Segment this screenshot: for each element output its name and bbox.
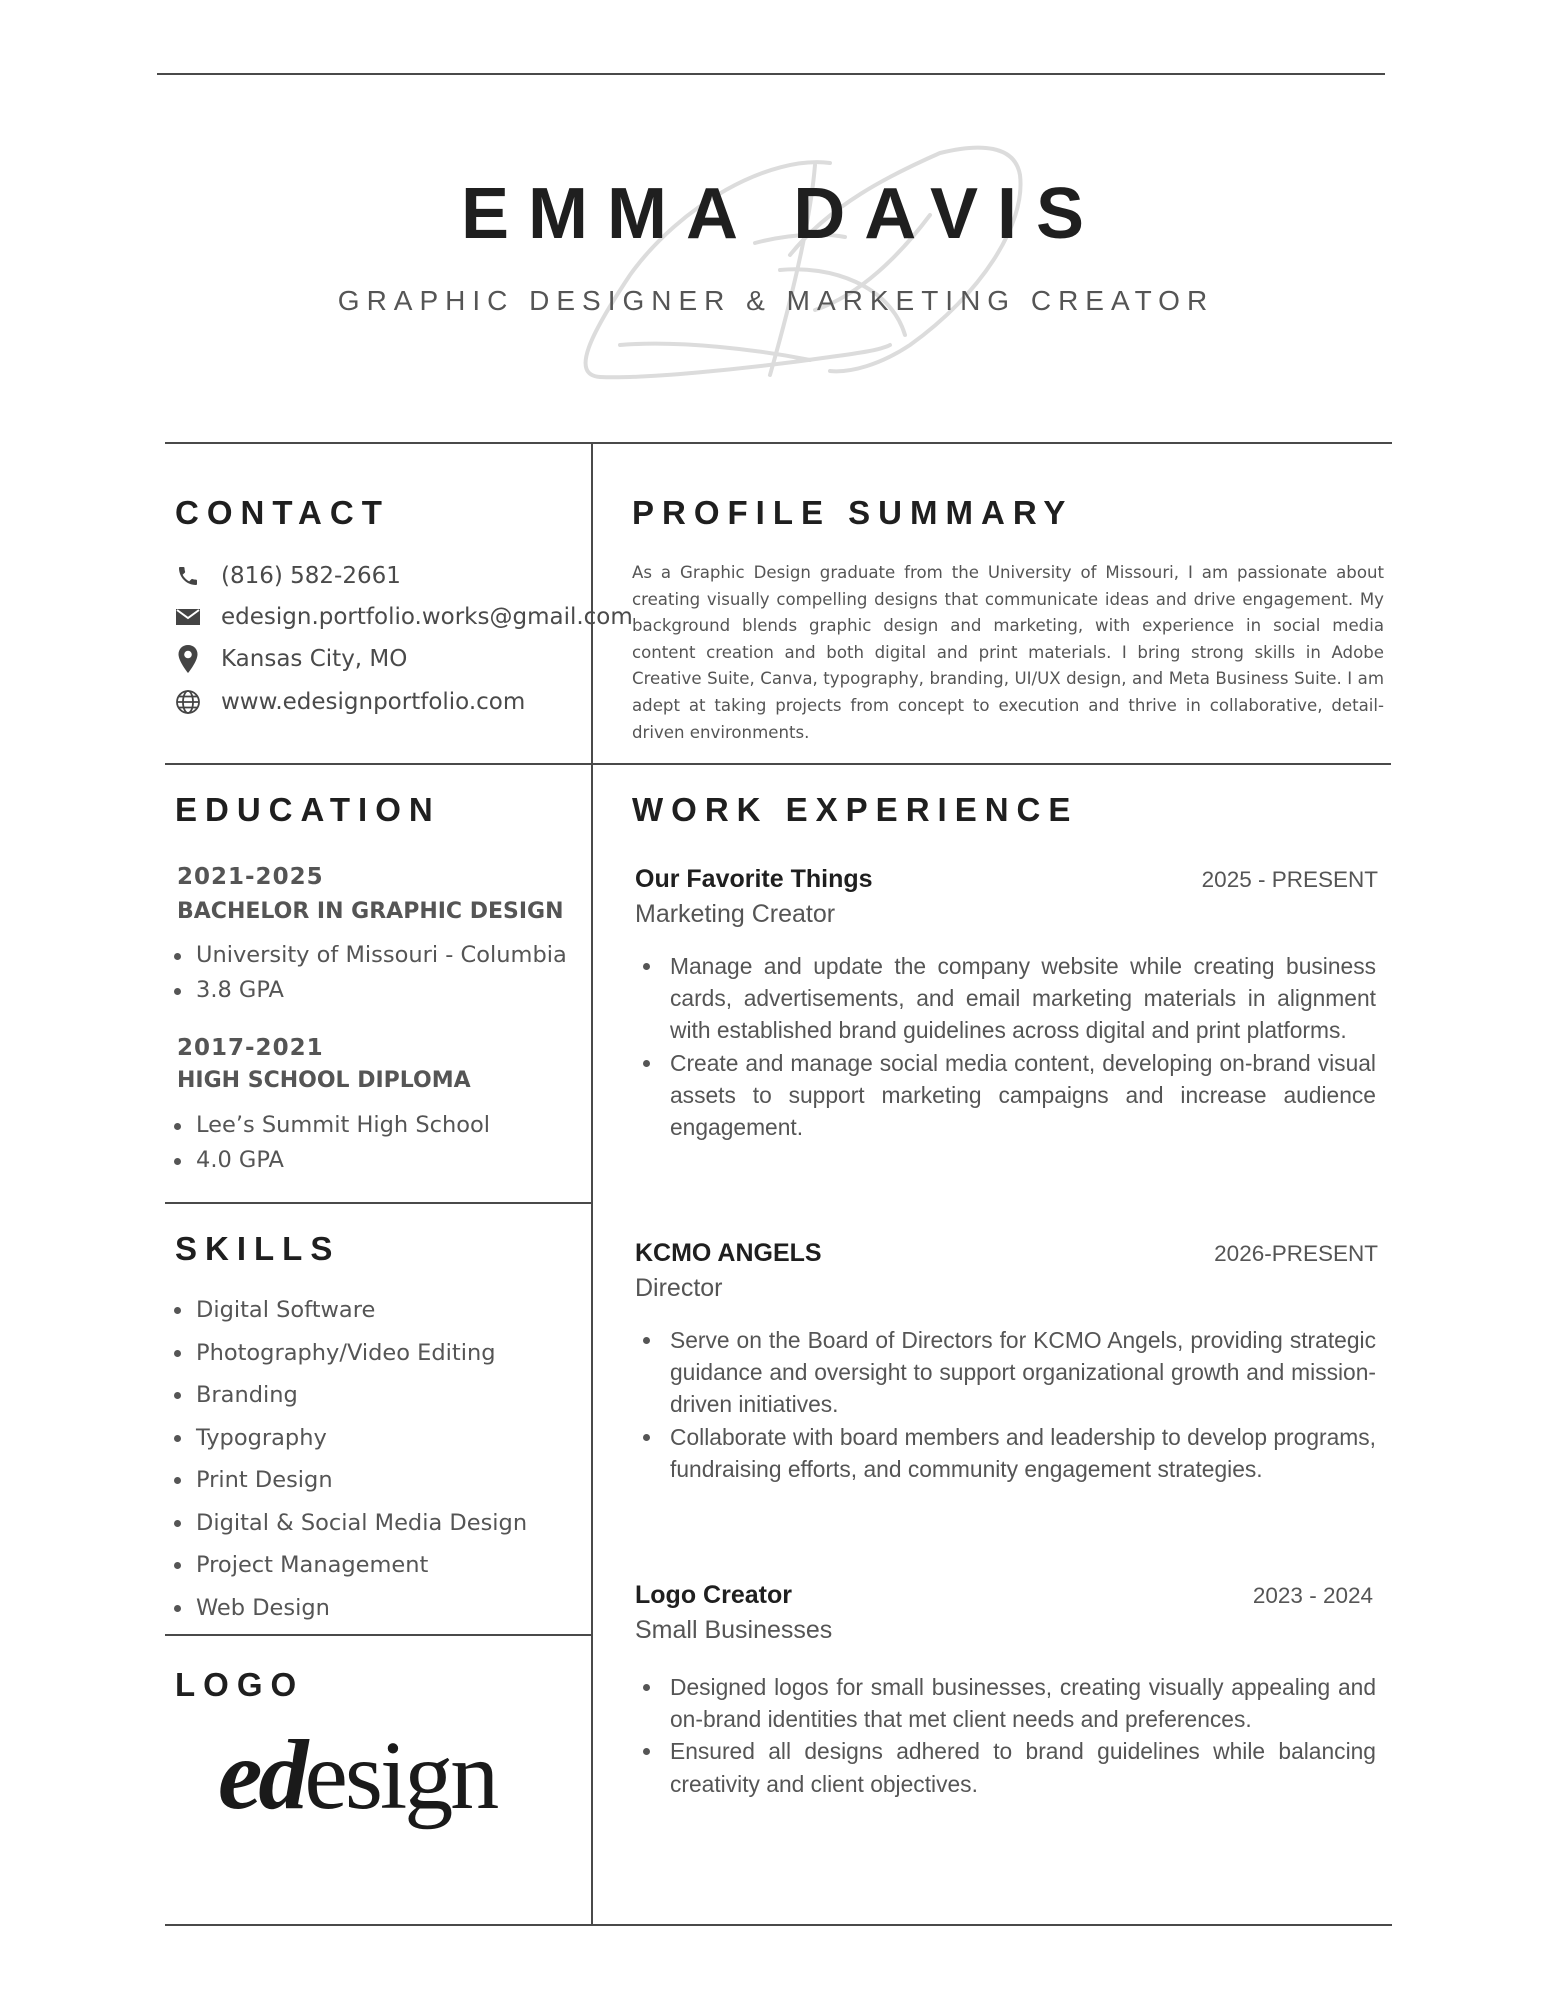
candidate-title: GRAPHIC DESIGNER & MARKETING CREATOR (337, 285, 1215, 316)
list-item: Manage and update the company website while creating business cards, advertisements, and email marketing materials in alignment with established brand guidelines across digital and print platforms. (638, 950, 1376, 1047)
education-details (170, 1108, 490, 1178)
contact-email[interactable] (173, 601, 633, 633)
list-item: Digital Software (170, 1289, 527, 1332)
logo-mark-bold: ed (218, 1719, 305, 1830)
list-item: Designed logos for small businesses, creating visually appealing and on-brand identities that met client needs and preferences. (638, 1671, 1376, 1735)
contact-heading: CONTACT (175, 494, 390, 531)
header-divider (165, 442, 1392, 444)
list-item: Digital & Social Media Design (170, 1502, 527, 1545)
education-degree: BACHELOR IN GRAPHIC DESIGN (177, 899, 564, 924)
job-company: Logo Creator (635, 1581, 792, 1609)
work-heading: WORK EXPERIENCE (632, 791, 1079, 828)
education-years: 2021-2025 (177, 864, 324, 890)
list-item: Project Management (170, 1544, 527, 1587)
job-company: KCMO ANGELS (635, 1239, 822, 1267)
job-company: Our Favorite Things (635, 865, 873, 893)
logo-heading: LOGO (175, 1666, 305, 1703)
job-role: Small Businesses (635, 1616, 833, 1644)
contact-website-text: www.edesignportfolio.com (221, 689, 526, 715)
globe-icon (173, 687, 203, 717)
list-item: 3.8 GPA (170, 973, 567, 1008)
list-item: Branding (170, 1374, 527, 1417)
column-divider (591, 442, 593, 1924)
list-item: Typography (170, 1417, 527, 1460)
job-bullets (638, 1671, 1376, 1800)
education-details (170, 938, 567, 1008)
edesign-logo (218, 1719, 497, 1830)
list-item: Lee’s Summit High School (170, 1108, 490, 1143)
profile-summary-text: As a Graphic Design graduate from the University of Missouri, I am passionate about creating visually compelling designs that communicate ideas and drive engagement. My background blends graphic design and marketing, with experience in social media content creation and both digital and print materials. I bring strong skills in Adobe Creative Suite, Canva, typography, branding, UI/UX design, and Meta Business Suite. I am adept at taking projects from concept to execution and thrive in collaborative, detail-driven environments. (632, 563, 1384, 742)
list-item: Create and manage social media content, developing on-brand visual assets to support marketing campaigns and increase audience engagement. (638, 1047, 1376, 1144)
profile-heading: PROFILE SUMMARY (632, 494, 1074, 531)
skills-heading: SKILLS (175, 1230, 341, 1267)
skills-list (170, 1289, 527, 1629)
education-heading: EDUCATION (175, 791, 441, 828)
education-years: 2017-2021 (177, 1035, 324, 1061)
contact-email-text: edesign.portfolio.works@gmail.com (221, 604, 633, 630)
contact-location (173, 643, 407, 675)
list-item: Serve on the Board of Directors for KCMO Angels, providing strategic guidance and oversight to support organizational growth and mission-driven initiatives. (638, 1324, 1376, 1421)
job-role: Marketing Creator (635, 900, 836, 928)
contact-phone-text: (816) 582-2661 (221, 563, 401, 589)
job-role: Director (635, 1274, 723, 1302)
contact-website[interactable] (173, 686, 525, 718)
envelope-icon (173, 602, 203, 632)
list-item: 4.0 GPA (170, 1143, 490, 1178)
job-dates: 2023 - 2024 (1252, 1583, 1373, 1608)
list-item: Collaborate with board members and leadership to develop programs, fundraising efforts, and community engagement strategies. (638, 1421, 1376, 1485)
list-item: Web Design (170, 1587, 527, 1630)
list-item: Print Design (170, 1459, 527, 1502)
job-bullets (638, 950, 1376, 1143)
job-dates: 2025 - PRESENT (1201, 867, 1378, 892)
contact-location-text: Kansas City, MO (221, 646, 408, 672)
job-dates: 2026-PRESENT (1214, 1241, 1378, 1266)
phone-icon (173, 561, 203, 591)
skills-divider (165, 1634, 592, 1636)
education-divider (165, 1202, 592, 1204)
contact-phone[interactable] (173, 560, 401, 592)
logo-mark-light: esign (304, 1722, 497, 1830)
top-rule (157, 73, 1385, 75)
bottom-rule (165, 1924, 1392, 1926)
list-item: Photography/Video Editing (170, 1332, 527, 1375)
contact-divider (165, 763, 1391, 765)
list-item: Ensured all designs adhered to brand guidelines while balancing creativity and client objectives. (638, 1735, 1376, 1799)
map-pin-icon (173, 644, 203, 674)
candidate-name: EMMA DAVIS (460, 174, 1103, 254)
education-degree: HIGH SCHOOL DIPLOMA (177, 1068, 471, 1093)
job-bullets (638, 1324, 1376, 1485)
list-item: University of Missouri - Columbia (170, 938, 567, 973)
